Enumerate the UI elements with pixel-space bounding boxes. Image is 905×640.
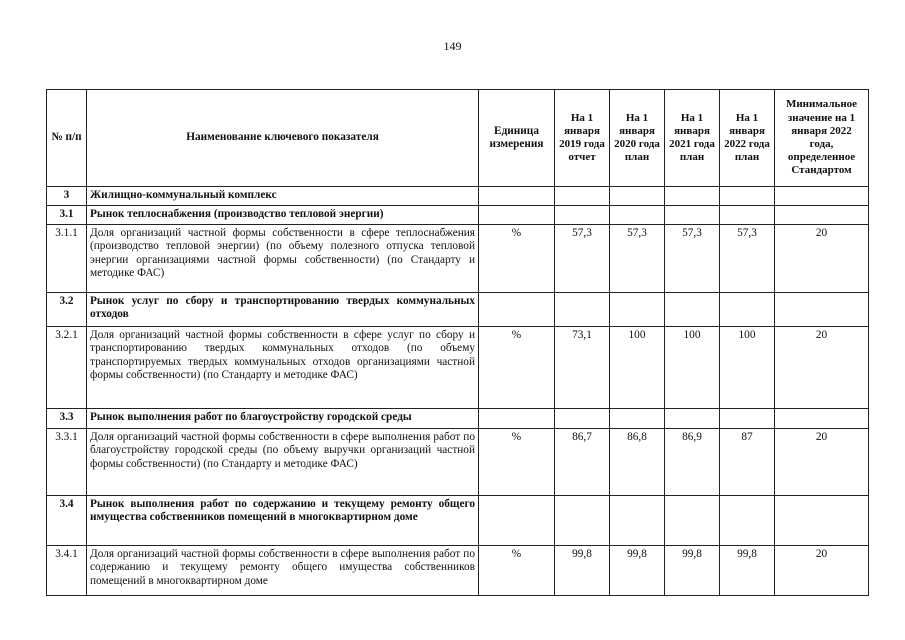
value-2022: 57,3 xyxy=(720,224,775,292)
row-num: 3.4.1 xyxy=(47,545,87,595)
section-title: Рынок теплоснабжения (производство тепловой энергии) xyxy=(87,205,479,224)
min-value: 20 xyxy=(775,428,869,495)
indicator-name: Доля организаций частной формы собственности в сфере услуг по сбору и транспортированию твердых коммунальных отходов (по объему транспортируемых твердых коммунальных отходов организациями частной формы собственности) (по Стандарту и методике ФАС) xyxy=(87,326,479,408)
row-num: 3.1 xyxy=(47,205,87,224)
header-min-value: Минимальное значение на 1 января 2022 года, определенное Стандартом xyxy=(775,90,869,187)
header-2020: На 1 января 2020 года план xyxy=(610,90,665,187)
header-2022: На 1 января 2022 года план xyxy=(720,90,775,187)
row-num: 3.3.1 xyxy=(47,428,87,495)
table-row xyxy=(47,205,869,224)
table-row xyxy=(47,408,869,428)
value-2020: 57,3 xyxy=(610,224,665,292)
value-2021: 99,8 xyxy=(665,545,720,595)
value-2020: 100 xyxy=(610,326,665,408)
value-2021: 100 xyxy=(665,326,720,408)
section-title: Рынок услуг по сбору и транспортированию твердых коммунальных отходов xyxy=(87,292,479,326)
row-num: 3.4 xyxy=(47,495,87,545)
header-2021: На 1 января 2021 года план xyxy=(665,90,720,187)
value-2021: 57,3 xyxy=(665,224,720,292)
row-num: 3.2 xyxy=(47,292,87,326)
section-title: Рынок выполнения работ по содержанию и текущему ремонту общего имущества собственников помещений в многоквартирном доме xyxy=(87,495,479,545)
indicator-name: Доля организаций частной формы собственности в сфере теплоснабжения (производство тепловой энергии) (по объему полезного отпуска тепловой энергии организациями частной формы собственности) (по Стандарту и методике ФАС) xyxy=(87,224,479,292)
value-2019: 86,7 xyxy=(555,428,610,495)
value-2019: 57,3 xyxy=(555,224,610,292)
header-unit: Единица измерения xyxy=(479,90,555,187)
min-value: 20 xyxy=(775,224,869,292)
value-2021: 86,9 xyxy=(665,428,720,495)
key-indicators-table xyxy=(46,89,869,596)
page-number: 149 xyxy=(443,39,462,53)
table-row xyxy=(47,187,869,206)
unit-cell: % xyxy=(479,428,555,495)
row-num: 3.2.1 xyxy=(47,326,87,408)
unit-cell: % xyxy=(479,326,555,408)
unit-cell: % xyxy=(479,224,555,292)
table-row xyxy=(47,292,869,326)
row-num: 3 xyxy=(47,187,87,206)
value-2020: 86,8 xyxy=(610,428,665,495)
table-header-row xyxy=(47,90,869,187)
table-row xyxy=(47,428,869,495)
indicator-name: Доля организаций частной формы собственности в сфере выполнения работ по содержанию и текущему ремонту общего имущества собственников помещений в многоквартирном доме xyxy=(87,545,479,595)
min-value: 20 xyxy=(775,326,869,408)
table-row xyxy=(47,224,869,292)
row-num: 3.1.1 xyxy=(47,224,87,292)
unit-cell: % xyxy=(479,545,555,595)
value-2022: 100 xyxy=(720,326,775,408)
header-name: Наименование ключевого показателя xyxy=(87,90,479,187)
section-title: Рынок выполнения работ по благоустройству городской среды xyxy=(87,408,479,428)
min-value: 20 xyxy=(775,545,869,595)
value-2022: 99,8 xyxy=(720,545,775,595)
table-row xyxy=(47,495,869,545)
header-2019: На 1 января 2019 года отчет xyxy=(555,90,610,187)
value-2019: 73,1 xyxy=(555,326,610,408)
header-num: № п/п xyxy=(47,90,87,187)
section-title: Жилищно-коммунальный комплекс xyxy=(87,187,479,206)
value-2019: 99,8 xyxy=(555,545,610,595)
table-row xyxy=(47,326,869,408)
value-2020: 99,8 xyxy=(610,545,665,595)
row-num: 3.3 xyxy=(47,408,87,428)
indicator-name: Доля организаций частной формы собственности в сфере выполнения работ по благоустройству городской среды (по объему выручки организаций частной формы собственности) (по Стандарту и методике ФАС) xyxy=(87,428,479,495)
value-2022: 87 xyxy=(720,428,775,495)
table-row xyxy=(47,545,869,595)
